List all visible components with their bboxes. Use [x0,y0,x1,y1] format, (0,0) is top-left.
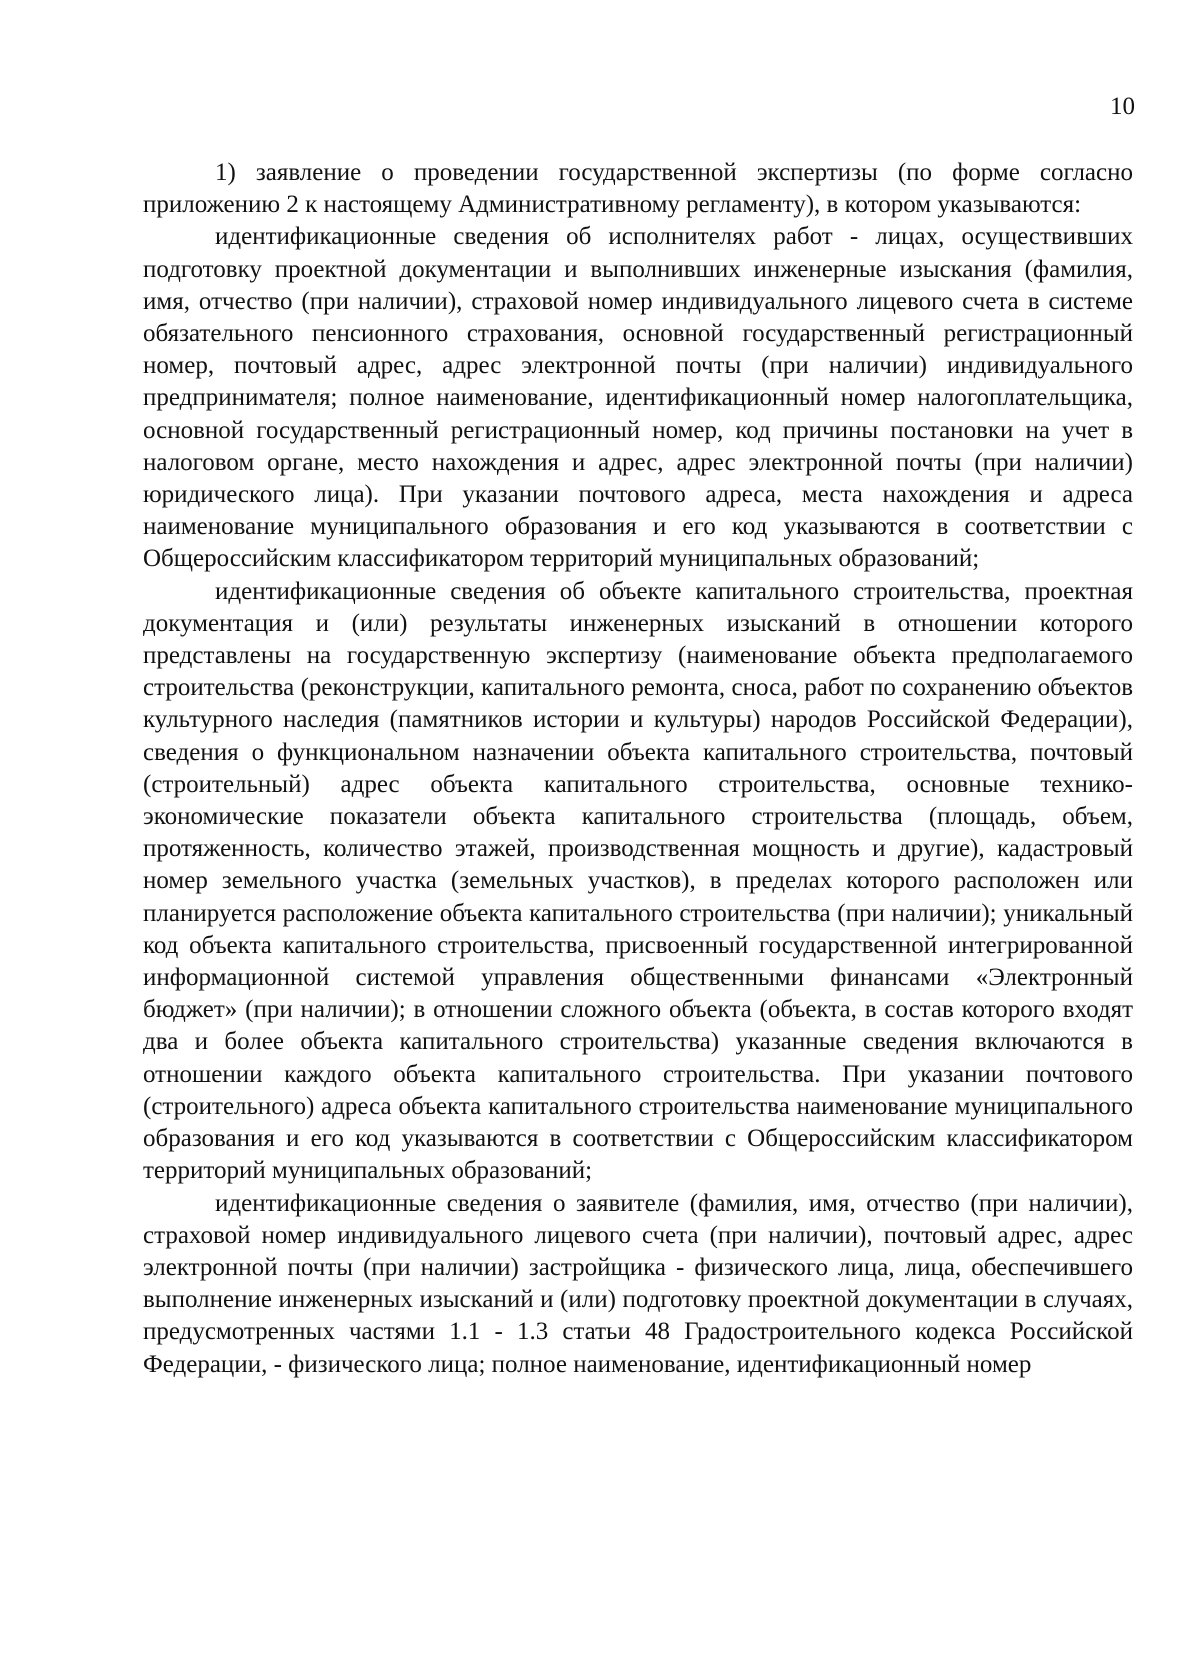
paragraph-applicant-info: идентификационные сведения о заявителе (фамилия, имя, отчество (при наличии), страховой номер индивидуального лицевого счета (при наличии), почтовый адрес, адрес электронной почты (при наличии) застройщика - физического лица, лица, обеспечившего выполнение инженерных изысканий и (или) подготовку проектной документации в случаях, предусмотренных частями 1.1 - 1.3 статьи 48 Градостроительного кодекса Российской Федерации, - физического лица; полное наименование, идентификационный номер [143,1189,1133,1378]
paragraph-application: 1) заявление о проведении государственной экспертизы (по форме согласно приложению 2 к настоящему Административному регламенту), в котором указываются: [143,159,1133,219]
paragraph-object-info: идентификационные сведения об объекте капитального строительства, проектная документация и (или) результаты инженерных изысканий в отношении которого представлены на государственную экспертизу (наименование объекта предполагаемого строительства (реконструкции, капитального ремонта, сноса, работ по сохранению объектов культурного наследия (памятников истории и культуры) народов Российской Федерации), сведения о функциональном назначении объекта капитального строительства, почтовый (строительный) адрес объекта капитального строительства, основные технико-экономические показатели объекта капитального строительства (площадь, объем, протяженность, количество этажей, производственная мощность и другие), кадастровый номер земельного участка (земельных участков), в пределах которого расположен или планируется расположение объекта капитального строительства (при наличии); уникальный код объекта капитального строительства, присвоенный государственной интегрированной информационной системой управления общественными финансами «Электронный бюджет» (при наличии); в отношении сложного объекта (объекта, в состав которого входят два и более объекта капитального строительства) указанные сведения включаются в отношении каждого объекта капитального строительства. При указании почтового (строительного) адреса объекта капитального строительства наименование муниципального образования и его код указываются в соответствии с Общероссийским классификатором территорий муниципальных образований; [143,577,1133,1185]
paragraph-contractor-info: идентификационные сведения об исполнителях работ - лицах, осуществивших подготовку проектной документации и выполнивших инженерные изыскания (фамилия, имя, отчество (при наличии), страховой номер индивидуального лицевого счета в системе обязательного пенсионного страхования, основной государственный регистрационный номер, почтовый адрес, адрес электронной почты (при наличии) индивидуального предпринимателя; полное наименование, идентификационный номер налогоплательщика, основной государственный регистрационный номер, код причины постановки на учет в налоговом органе, место нахождения и адрес, адрес электронной почты (при наличии) юридического лица). При указании почтового адреса, места нахождения и адреса наименование муниципального образования и его код указываются в соответствии с Общероссийским классификатором территорий муниципальных образований; [143,223,1133,573]
document-body [143,157,1133,1381]
page-number: 10 [1110,93,1135,120]
